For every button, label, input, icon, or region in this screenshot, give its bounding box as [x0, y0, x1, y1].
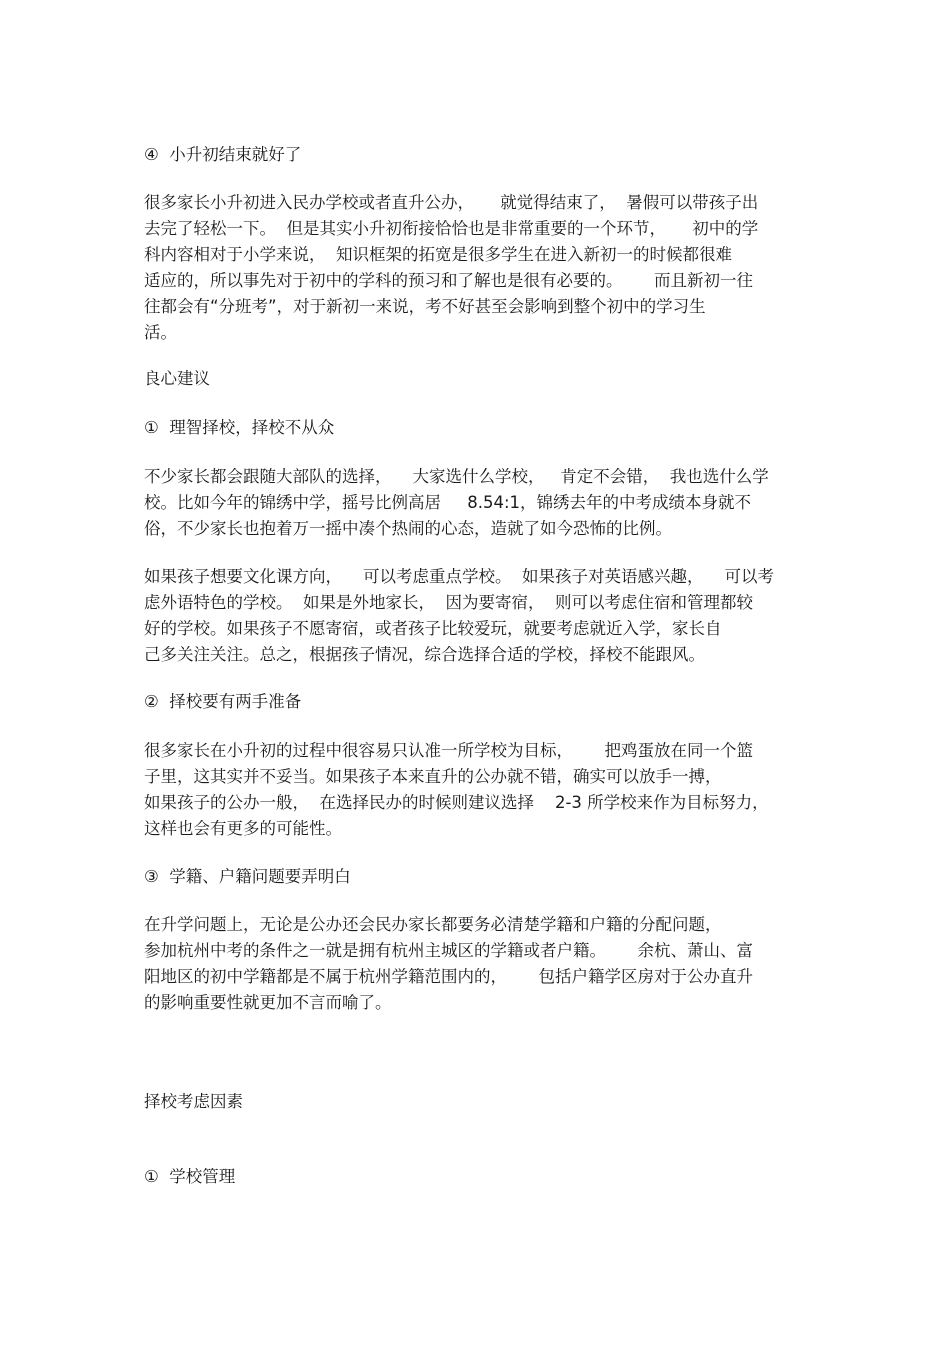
paragraph — [144, 564, 824, 668]
paragraph-line: 校。比如今年的锦绣中学，摇号比例高居 8.54:1，锦绣去年的中考成绩本身就不 — [144, 493, 752, 512]
paragraph-line: 适应的，所以事先对于初中的学科的预习和了解也是很有必要的。 而且新初一往 — [144, 271, 753, 290]
paragraph-line: 虑外语特色的学校。 如果是外地家长， 因为要寄宿， 则可以考虑住宿和管理都较 — [144, 593, 753, 612]
paragraph — [144, 190, 824, 346]
paragraph-line: 如果孩子想要文化课方向， 可以考虑重点学校。 如果孩子对英语感兴趣， 可以考 — [144, 567, 774, 586]
paragraph-line: 在升学问题上，无论是公办还会民办家长都要务必清楚学籍和户籍的分配问题， — [144, 915, 722, 934]
paragraph-line: 的影响重要性就更加不言而喻了。 — [144, 993, 392, 1012]
section-heading: 择校考虑因素 — [144, 1092, 243, 1111]
paragraph-line: 不少家长都会跟随大部队的选择， 大家选什么学校， 肯定不会错， 我也选什么学 — [144, 467, 769, 486]
paragraph-line: 俗，不少家长也抱着万一摇中凑个热闹的心态，造就了如今恐怖的比例。 — [144, 519, 672, 538]
subsection-heading: ③ 学籍、户籍问题要弄明白 — [144, 867, 351, 886]
paragraph-line: 子里，这其实并不妥当。如果孩子本来直升的公办就不错，确实可以放手一搏， — [144, 767, 722, 786]
paragraph-line: 如果孩子的公办一般， 在选择民办的时候则建议选择 2-3 所学校来作为目标努力， — [144, 793, 769, 812]
paragraph — [144, 912, 824, 1016]
paragraph-line: 己多关注关注。总之，根据孩子情况，综合选择合适的学校，择校不能跟风。 — [144, 645, 705, 664]
paragraph-line: 很多家长小升初进入民办学校或者直升公办， 就觉得结束了， 暑假可以带孩子出 — [144, 193, 759, 212]
subsection-heading: ① 学校管理 — [144, 1167, 236, 1186]
paragraph-line: 科内容相对于小学来说， 知识框架的拓宽是很多学生在进入新初一的时候都很难 — [144, 245, 732, 264]
subsection-heading: ① 理智择校，择校不从众 — [144, 418, 335, 437]
section-heading: 良心建议 — [144, 369, 210, 388]
paragraph-line: 好的学校。如果孩子不愿寄宿，或者孩子比较爱玩，就要考虑就近入学，家长自 — [144, 619, 722, 638]
paragraph-line: 往都会有“分班考”，对于新初一来说，考不好甚至会影响到整个初中的学习生 — [144, 297, 706, 316]
paragraph-line: 很多家长在小升初的过程中很容易只认准一所学校为目标， 把鸡蛋放在同一个篮 — [144, 741, 753, 760]
paragraph-line: 去完了轻松一下。 但是其实小升初衔接恰恰也是非常重要的一个环节， 初中的学 — [144, 219, 759, 238]
paragraph-line: 阳地区的初中学籍都是不属于杭州学籍范围内的， 包括户籍学区房对于公办直升 — [144, 967, 753, 986]
paragraph — [144, 464, 824, 542]
subsection-heading: ② 择校要有两手准备 — [144, 692, 302, 711]
paragraph-line: 活。 — [144, 323, 177, 342]
section-heading: ④ 小升初结束就好了 — [144, 145, 302, 164]
paragraph — [144, 738, 824, 842]
paragraph-line: 这样也会有更多的可能性。 — [144, 819, 342, 838]
paragraph-line: 参加杭州中考的条件之一就是拥有杭州主城区的学籍或者户籍。 余杭、萧山、富 — [144, 941, 753, 960]
